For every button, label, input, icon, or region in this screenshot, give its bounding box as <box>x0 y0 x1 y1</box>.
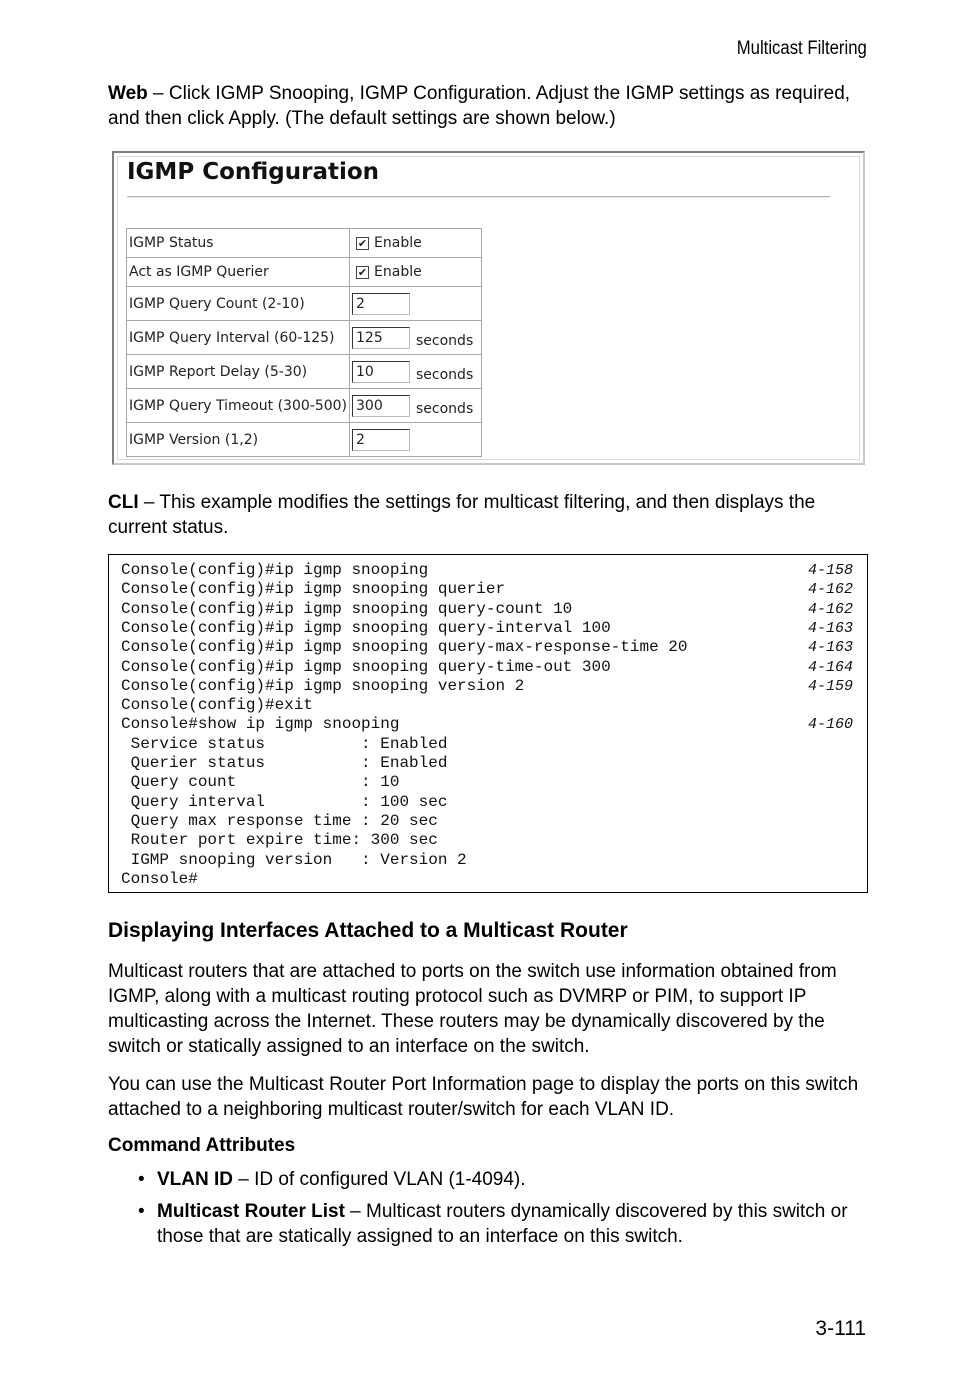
cli-line: Query interval : 100 sec <box>121 792 448 811</box>
section-paragraph-2: You can use the Multicast Router Port Information page to display the ports on this switch attached to a neighboring multicast router/switch for each VLAN ID. <box>108 1074 859 1120</box>
cli-command-reference: 4-163 <box>807 639 853 657</box>
command-attributes-heading: Command Attributes <box>108 1135 296 1156</box>
setting-label: IGMP Version (1,2) <box>127 423 350 457</box>
cli-command-reference: 4-158 <box>807 562 853 579</box>
igmp-panel-title: IGMP Configuration <box>127 159 380 185</box>
unit-label: seconds <box>416 332 474 349</box>
igmp-setting-row <box>127 389 482 423</box>
cli-line: Service status : Enabled <box>121 734 448 753</box>
setting-label: IGMP Query Interval (60-125) <box>127 321 350 355</box>
setting-input[interactable]: 125 <box>352 327 410 349</box>
setting-input[interactable]: 300 <box>352 395 410 417</box>
igmp-setting-row <box>127 258 482 287</box>
enable-checkbox[interactable] <box>356 266 369 279</box>
cli-line: Querier status : Enabled <box>121 754 448 772</box>
cli-line: Query max response time : 20 sec <box>121 811 438 830</box>
setting-value-cell <box>350 287 482 321</box>
setting-value-cell <box>350 355 482 389</box>
cli-line: Console# <box>121 869 198 888</box>
setting-value-cell <box>350 423 482 457</box>
cli-line: IGMP snooping version : Version 2 <box>121 850 467 869</box>
cli-line: Console(config)#ip igmp snooping query-max-response-time 20 <box>121 638 688 657</box>
igmp-setting-row <box>127 229 482 258</box>
igmp-setting-row <box>127 423 482 457</box>
cli-line: Console(config)#ip igmp snooping <box>121 561 429 579</box>
setting-label: IGMP Query Count (2-10) <box>127 287 350 321</box>
cli-line: Console(config)#ip igmp snooping querier <box>121 580 506 599</box>
igmp-setting-row <box>127 355 482 389</box>
cli-command-reference: 4-162 <box>807 600 853 618</box>
setting-label: IGMP Query Timeout (300-500) <box>127 389 350 423</box>
bullet-desc: – ID of configured VLAN (1-4094). <box>233 1169 526 1190</box>
igmp-setting-row <box>127 287 482 321</box>
cli-line: Console(config)#ip igmp snooping version 2 <box>121 676 525 695</box>
setting-input[interactable]: 2 <box>352 293 410 315</box>
cli-command-reference: 4-163 <box>807 619 853 637</box>
web-text: – Click IGMP Snooping, IGMP Configuration. Adjust the IGMP settings as required, and then click Apply. (The default settings are shown below.) <box>108 83 851 129</box>
igmp-setting-row <box>127 321 482 355</box>
checkmark-icon: ✔ <box>357 265 368 279</box>
cli-lead: CLI <box>108 492 139 513</box>
cli-line: Router port expire time: 300 sec <box>121 831 438 850</box>
cli-line: Console(config)#ip igmp snooping query-count 10 <box>121 599 573 618</box>
bullet-vlan-id <box>138 1167 868 1192</box>
cli-command-reference: 4-162 <box>807 581 853 599</box>
bullet-dot: • <box>138 1201 145 1222</box>
cli-command-reference: 4-160 <box>807 716 853 734</box>
page-number: 3-111 <box>815 1317 866 1340</box>
title-divider <box>127 196 830 198</box>
cli-example-box <box>108 554 868 893</box>
setting-label: IGMP Status <box>127 229 350 258</box>
section-paragraph-1: Multicast routers that are attached to ports on the switch use information obtained from IGMP, along with a multicast routing protocol such as DVMRP or PIM, to support IP multicasting across the Internet. These routers may be dynamically discovered by the switch or statically assigned to an interface on the switch. <box>108 961 837 1057</box>
cli-line: Query count : 10 <box>121 773 400 792</box>
section-heading: Displaying Interfaces Attached to a Multicast Router <box>108 919 628 942</box>
web-instructions <box>108 81 868 131</box>
bullet-desc: – Multicast routers dynamically discovered by this switch or those that are statically assigned to an interface on this switch. <box>157 1201 848 1247</box>
web-lead: Web <box>108 83 148 104</box>
cli-text: – This example modifies the settings for multicast filtering, and then displays the current status. <box>108 492 816 538</box>
igmp-settings-table <box>126 228 482 457</box>
setting-input[interactable]: 2 <box>352 429 410 451</box>
cli-command-reference: 4-159 <box>807 677 853 695</box>
bullet-multicast-router-list <box>138 1199 868 1249</box>
setting-value-cell <box>350 229 482 258</box>
cli-command-reference: 4-164 <box>807 658 853 676</box>
igmp-configuration-screenshot <box>112 151 865 465</box>
setting-label: Act as IGMP Querier <box>127 258 350 287</box>
setting-value-cell <box>350 258 482 287</box>
cli-line: Console(config)#ip igmp snooping query-interval 100 <box>121 618 611 637</box>
setting-value-cell <box>350 389 482 423</box>
unit-label: seconds <box>416 366 474 383</box>
bullet-term: VLAN ID <box>157 1169 233 1190</box>
bullet-dot: • <box>138 1169 145 1190</box>
unit-label: seconds <box>416 400 474 417</box>
setting-value-cell <box>350 321 482 355</box>
setting-input[interactable]: 10 <box>352 361 410 383</box>
cli-line: Console#show ip igmp snooping <box>121 715 400 734</box>
running-header: Multicast Filtering <box>736 38 867 59</box>
checkmark-icon: ✔ <box>357 236 368 250</box>
checkbox-label: Enable <box>374 235 422 251</box>
checkbox-label: Enable <box>374 264 422 280</box>
cli-instructions <box>108 490 868 540</box>
cli-line: Console(config)#exit <box>121 696 314 715</box>
setting-label: IGMP Report Delay (5-30) <box>127 355 350 389</box>
bullet-term: Multicast Router List <box>157 1201 345 1222</box>
cli-line: Console(config)#ip igmp snooping query-time-out 300 <box>121 657 611 676</box>
enable-checkbox[interactable] <box>356 237 369 250</box>
